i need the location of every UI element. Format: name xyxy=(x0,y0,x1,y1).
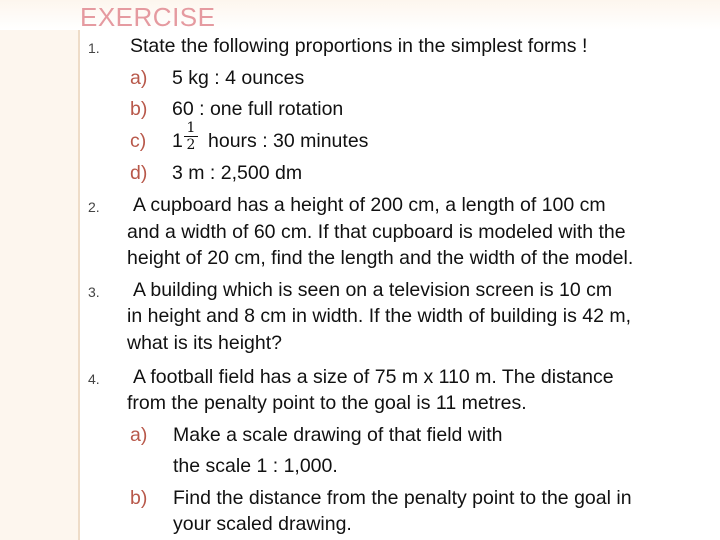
item-1d-label: d) xyxy=(130,162,148,184)
item-4-line-1: A football field has a size of 75 m x 110 m. The distance xyxy=(133,366,614,388)
item-1c-label: c) xyxy=(130,130,147,152)
slide-title: EXERCISE xyxy=(80,2,216,32)
left-frame-border xyxy=(0,0,80,540)
item-3-line-1: A building which is seen on a television screen is 10 cm xyxy=(133,279,613,301)
item-4b-line-2: your scaled drawing. xyxy=(173,513,352,535)
item-4a-line-1: Make a scale drawing of that field with xyxy=(173,424,503,446)
item-4-line-2: from the penalty point to the goal is 11 metres. xyxy=(127,392,527,414)
item-1a-label: a) xyxy=(130,67,148,89)
fraction-numerator: 1 xyxy=(186,120,196,136)
item-1c-text: hours : 30 minutes xyxy=(208,130,369,152)
item-4-number: 4. xyxy=(88,371,100,387)
item-3-line-2: in height and 8 cm in width. If the width of building is 42 m, xyxy=(127,305,632,327)
item-4a-label: a) xyxy=(130,424,148,446)
fraction-denominator: 2 xyxy=(186,137,196,153)
item-4b-label: b) xyxy=(130,487,148,509)
item-1b-text: 60 : one full rotation xyxy=(172,98,344,120)
item-3-number: 3. xyxy=(88,284,100,300)
item-1c-whole: 1 xyxy=(172,130,183,152)
item-2-line-1: A cupboard has a height of 200 cm, a length of 100 cm xyxy=(133,194,606,216)
item-1-number: 1. xyxy=(88,40,100,56)
item-3-line-3: what is its height? xyxy=(127,332,283,354)
item-1d-text: 3 m : 2,500 dm xyxy=(172,162,303,184)
item-2-number: 2. xyxy=(88,199,100,215)
item-1c-fraction xyxy=(184,121,198,152)
item-4a-line-2: the scale 1 : 1,000. xyxy=(173,455,338,477)
item-2-line-3: height of 20 cm, find the length and the width of the model. xyxy=(127,247,634,269)
item-1a-text: 5 kg : 4 ounces xyxy=(172,67,305,89)
item-2-line-2: and a width of 60 cm. If that cupboard is modeled with the xyxy=(127,221,626,243)
item-4b-line-1: Find the distance from the penalty point to the goal in xyxy=(173,487,632,509)
item-1-text: State the following proportions in the simplest forms ! xyxy=(130,35,588,57)
item-1b-label: b) xyxy=(130,98,148,120)
